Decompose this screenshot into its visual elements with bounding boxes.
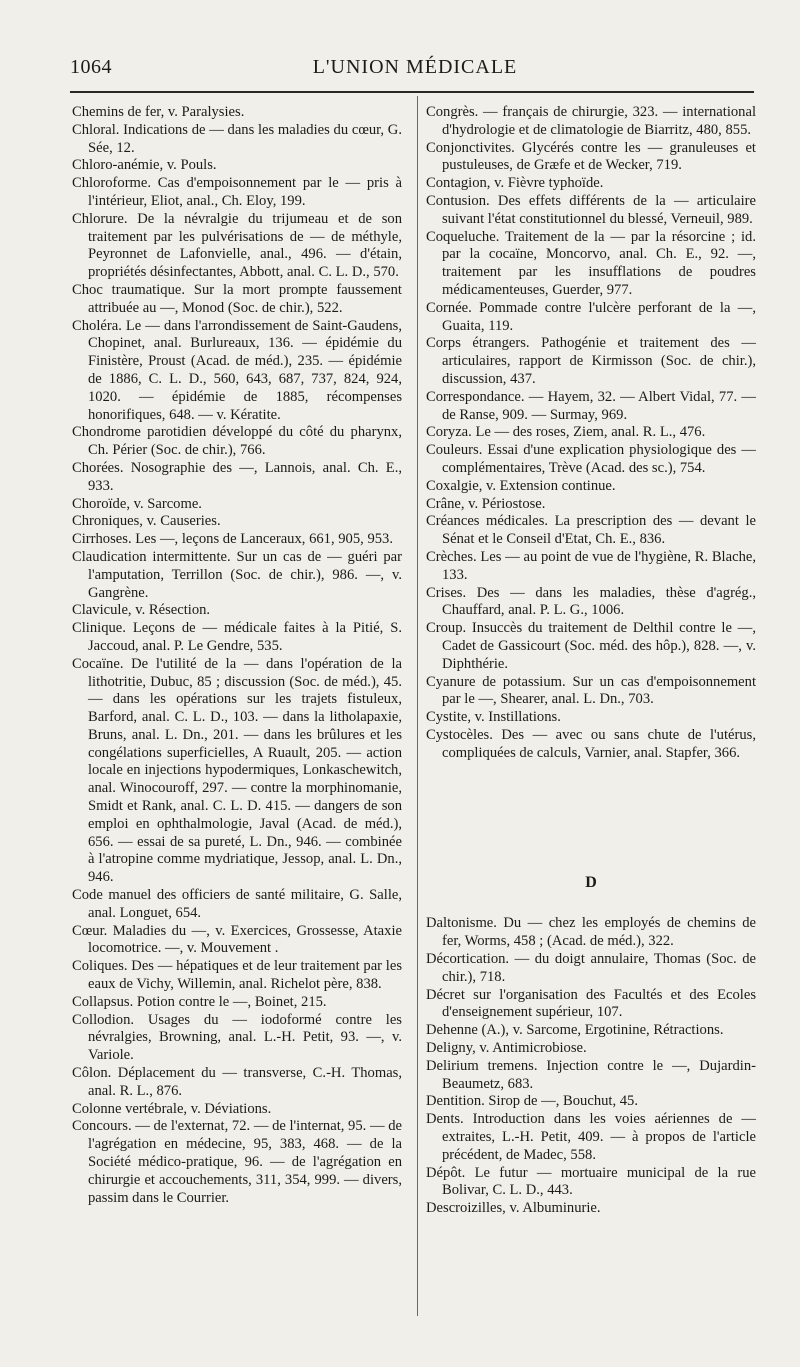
left-column xyxy=(72,104,402,1207)
index-entry: Collodion. Usages du — iodoformé contre les névralgies, Browning, anal. L.-H. Petit, 93. —, v. Variole. xyxy=(72,1011,402,1064)
index-entry: Delirium tremens. Injection contre le —, Dujardin-Beaumetz, 683. xyxy=(426,1057,756,1092)
index-entry: Chloroforme. Cas d'empoisonnement par le — pris à l'intérieur, Eliot, anal., Ch. Eloy, 199. xyxy=(72,175,402,209)
index-entry: Chondrome parotidien développé du côté du pharynx, Ch. Périer (Soc. de chir.), 766. xyxy=(72,424,402,459)
running-title: L'UNION MÉDICALE xyxy=(312,56,518,78)
index-entry: Chloral. Indications de — dans les maladies du cœur, G. Sée, 12. xyxy=(72,121,402,156)
index-entry: Code manuel des officiers de santé militaire, G. Salle, anal. Longuet, 654. xyxy=(72,887,402,921)
index-entry: Chloro-anémie, v. Pouls. xyxy=(72,157,217,174)
column-divider xyxy=(417,96,418,1316)
index-entry: Clavicule, v. Résection. xyxy=(72,602,211,619)
index-entry: Cystocèles. Des — avec ou sans chute de l'utérus, compliquées de calculs, Varnier, anal. Stapfer, 366. xyxy=(426,726,756,761)
index-entry: Coqueluche. Traitement de la — par la résorcine ; id. par la cocaïne, Moncorvo, anal. Ch. E., 92. —, traitement par les insufflations de poudres médicamenteuses, Guerder, 977. xyxy=(426,228,756,298)
index-entry: Deligny, v. Antimicrobiose. xyxy=(426,1040,587,1057)
index-entry: Choroïde, v. Sarcome. xyxy=(72,495,202,512)
index-entry: Contagion, v. Fièvre typhoïde. xyxy=(426,175,604,192)
index-entry: Chemins de fer, v. Paralysies. xyxy=(72,104,245,120)
index-entry: Dents. Introduction dans les voies aériennes de — extraites, L.-H. Petit, 409. — à propos de l'article précédent, de Madec, 558. xyxy=(426,1111,756,1163)
index-entry: Crises. Des — dans les maladies, thèse d'agrég., Chauffard, anal. P. L. G., 1006. xyxy=(426,584,756,619)
index-entry: Congrès. — français de chirurgie, 323. — international d'hydrologie et de climatologie de Biarritz, 480, 855. xyxy=(426,104,756,138)
index-entry: Cyanure de potassium. Sur un cas d'empoisonnement par le —, Shearer, anal. L. Dn., 703. xyxy=(426,673,756,708)
index-entry: Clinique. Leçons de — médicale faites à la Pitié, S. Jaccoud, anal. P. Le Gendre, 535. xyxy=(72,620,402,654)
index-entry: Concours. — de l'externat, 72. — de l'internat, 95. — de l'agrégation en médecine, 95, 383, 468. — de la Société médico-pratique, 96. — de l'agrégation en chirurgie et accouchements, 311, 354, 999. — divers, passim dans le Courrier. xyxy=(72,1118,402,1206)
index-entry: Cocaïne. De l'utilité de la — dans l'opération de la lithotritie, Dubuc, 85 ; discussion (Soc. de méd.), 45. — dans les opérations sur les trajets fistuleux, Barford, anal. C. L. D., 103. — dans la litholapaxie, Bruns, anal. L. Dn., 201. — dans les brûlures et les congélations superficielles, A Ruault, 205. — action locale en injections hypodermiques, Lonkaschewitch, anal. Winocouroff, 297. — contre la morphinomanie, Smidt et Rank, anal. C. L. D. 415. — dangers de son emploi en ophthalmologie, Javal (Acad. de méd.), 656. — essai de sa pureté, L. Dn., 946. — combinée à l'atropine comme mydriatique, Jessop, anal. L. Dn., 946. xyxy=(72,655,402,886)
index-entry: Chlorure. De la névralgie du trijumeau et de son traitement par les pulvérisations de — de méthyle, Peyronnet de Lafonvielle, anal., 496. — d'étain, propriétés désinfectantes, Abbott, anal. C. L. D., 570. xyxy=(72,210,402,281)
index-entry: Chorées. Nosographie des —, Lannois, anal. Ch. E., 933. xyxy=(72,459,402,494)
page-number: 1064 xyxy=(70,56,112,78)
index-entry: Dehenne (A.), v. Sarcome, Ergotinine, Rétractions. xyxy=(426,1022,724,1039)
index-entry: Coryza. Le — des roses, Ziem, anal. R. L., 476. xyxy=(426,424,706,441)
header-rule xyxy=(70,91,754,93)
section-d-entries xyxy=(426,915,756,1218)
right-column xyxy=(426,104,756,1218)
index-entry: Conjonctivites. Glycérés contre les — granuleuses et pustuleuses, de Græfe et de Wecker, 719. xyxy=(426,139,756,174)
index-entry: Crâne, v. Périostose. xyxy=(426,495,546,512)
section-letter-d: D xyxy=(585,874,597,892)
index-entry: Corps étrangers. Pathogénie et traitement des — articulaires, rapport de Kirmisson (Soc. de chir.), discussion, 437. xyxy=(426,335,756,387)
index-entry: Choc traumatique. Sur la mort prompte faussement attribuée au —, Monod (Soc. de chir.), 522. xyxy=(72,281,402,316)
index-entry: Colonne vertébrale, v. Déviations. xyxy=(72,1100,272,1117)
index-entry: Claudication intermittente. Sur un cas de — guéri par l'amputation, Terrillon (Soc. de chir.), 986. —, v. Gangrène. xyxy=(72,548,402,601)
index-entry: Descroizilles, v. Albuminurie. xyxy=(426,1200,601,1217)
index-entry: Créances médicales. La prescription des — devant le Sénat et le Conseil d'Etat, Ch. E., 836. xyxy=(426,513,756,548)
index-entry: Dentition. Sirop de —, Bouchut, 45. xyxy=(426,1093,639,1110)
index-entry: Décret sur l'organisation des Facultés et des Ecoles d'enseignement supérieur, 107. xyxy=(426,986,756,1021)
index-entry: Coliques. Des — hépatiques et de leur traitement par les eaux de Vichy, Willemin, anal. Richelot père, 838. xyxy=(72,958,402,993)
index-entry: Collapsus. Potion contre le —, Boinet, 215. xyxy=(72,993,327,1010)
index-entry: Croup. Insuccès du traitement de Delthil contre le —, Cadet de Gassicourt (Soc. méd. des hôp.), 828. —, v. Diphthérie. xyxy=(426,620,756,672)
index-entry: Cornée. Pommade contre l'ulcère perforant de la —, Guaita, 119. xyxy=(426,299,756,334)
index-entry: Décortication. — du doigt annulaire, Thomas (Soc. de chir.), 718. xyxy=(426,951,756,985)
index-entry: Couleurs. Essai d'une explication physiologique des — complémentaires, Trève (Acad. des sc.), 754. xyxy=(426,442,756,476)
index-entry: Contusion. Des effets différents de la — articulaire suivant l'état constitutionnel du blessé, Verneuil, 989. xyxy=(426,192,756,227)
index-entry: Côlon. Déplacement du — transverse, C.-H. Thomas, anal. R. L., 876. xyxy=(72,1065,402,1099)
index-entry: Coxalgie, v. Extension continue. xyxy=(426,477,616,494)
index-entry: Daltonisme. Du — chez les employés de chemins de fer, Worms, 458 ; (Acad. de méd.), 322. xyxy=(426,915,756,950)
index-entry: Cœur. Maladies du —, v. Exercices, Grossesse, Ataxie locomotrice. —, v. Mouvement . xyxy=(72,922,402,957)
index-entry: Dépôt. Le futur — mortuaire municipal de la rue Bolivar, C. L. D., 443. xyxy=(426,1164,756,1199)
index-entry: Chroniques, v. Causeries. xyxy=(72,513,221,530)
index-entry: Correspondance. — Hayem, 32. — Albert Vidal, 77. — de Ranse, 909. — Surmay, 969. xyxy=(426,388,756,423)
index-entry: Choléra. Le — dans l'arrondissement de Saint-Gaudens, Chopinet, anal. Burlureaux, 136. — épidémie du Finistère, Proust (Acad. de méd.), 235. — épidémie de 1886, C. L. D., 560, 643, 687, 737, 824, 924, 1020. — épidémie de 1885, récompenses honorifiques, 648. — v. Kératite. xyxy=(72,317,402,423)
index-entry: Cirrhoses. Les —, leçons de Lanceraux, 661, 905, 953. xyxy=(72,531,393,548)
index-entry: Crèches. Les — au point de vue de l'hygiène, R. Blache, 133. xyxy=(426,548,756,583)
page-header xyxy=(70,56,760,88)
right-column-entries xyxy=(426,104,756,762)
index-entry: Cystite, v. Instillations. xyxy=(426,709,561,726)
